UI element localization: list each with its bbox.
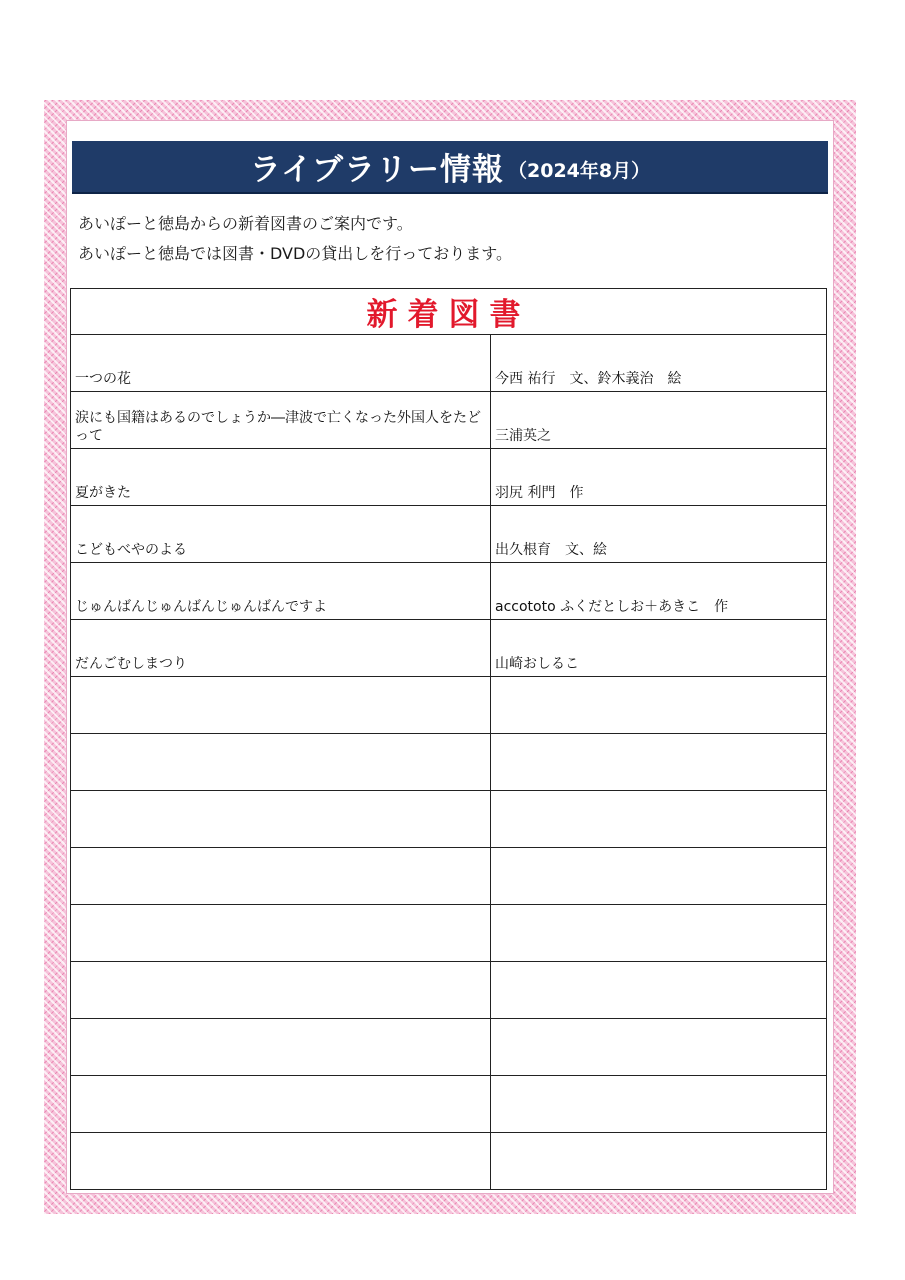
book-title: こどもべやのよる — [71, 506, 491, 563]
table-row — [71, 791, 827, 848]
book-title — [71, 1019, 491, 1076]
table-row — [71, 734, 827, 791]
header-banner — [72, 141, 828, 194]
table-row — [71, 506, 827, 563]
book-title: 一つの花 — [71, 335, 491, 392]
new-books-table — [70, 288, 827, 1190]
intro-line-1: あいぽーと徳島からの新着図書のご案内です。 — [78, 214, 413, 233]
intro-line-2: あいぽーと徳島では図書・DVDの貸出しを行っております。 — [78, 244, 513, 263]
book-author: 羽尻 利門 作 — [491, 449, 827, 506]
book-author — [491, 677, 827, 734]
book-author — [491, 1019, 827, 1076]
book-author — [491, 1076, 827, 1133]
table-row — [71, 848, 827, 905]
book-author — [491, 734, 827, 791]
table-row — [71, 962, 827, 1019]
book-title — [71, 1076, 491, 1133]
book-author: 三浦英之 — [491, 392, 827, 449]
table-heading: 新着図書 — [71, 289, 827, 335]
book-title: 涙にも国籍はあるのでしょうか―津波で亡くなった外国人をたどって — [71, 392, 491, 449]
table-row — [71, 335, 827, 392]
book-title: じゅんばんじゅんばんじゅんばんですよ — [71, 563, 491, 620]
table-row — [71, 905, 827, 962]
book-title — [71, 677, 491, 734]
book-author — [491, 905, 827, 962]
issue-date: （2024年8月） — [508, 160, 651, 182]
book-title — [71, 905, 491, 962]
table-row — [71, 449, 827, 506]
book-title — [71, 962, 491, 1019]
book-author: 出久根育 文、絵 — [491, 506, 827, 563]
book-title — [71, 848, 491, 905]
book-title — [71, 734, 491, 791]
table-row — [71, 563, 827, 620]
table-row — [71, 392, 827, 449]
book-author — [491, 791, 827, 848]
book-author: 今西 祐行 文、鈴木義治 絵 — [491, 335, 827, 392]
table-row — [71, 1076, 827, 1133]
table-row — [71, 620, 827, 677]
book-author — [491, 1133, 827, 1190]
book-title — [71, 1133, 491, 1190]
table-row — [71, 677, 827, 734]
book-author: 山崎おしるこ — [491, 620, 827, 677]
book-title — [71, 791, 491, 848]
table-row — [71, 1019, 827, 1076]
page-title: ライブラリー情報 — [249, 152, 505, 188]
book-title: だんごむしまつり — [71, 620, 491, 677]
table-row — [71, 1133, 827, 1190]
book-title: 夏がきた — [71, 449, 491, 506]
book-author — [491, 848, 827, 905]
book-author: accototo ふくだとしお＋あきこ 作 — [491, 563, 827, 620]
book-author — [491, 962, 827, 1019]
